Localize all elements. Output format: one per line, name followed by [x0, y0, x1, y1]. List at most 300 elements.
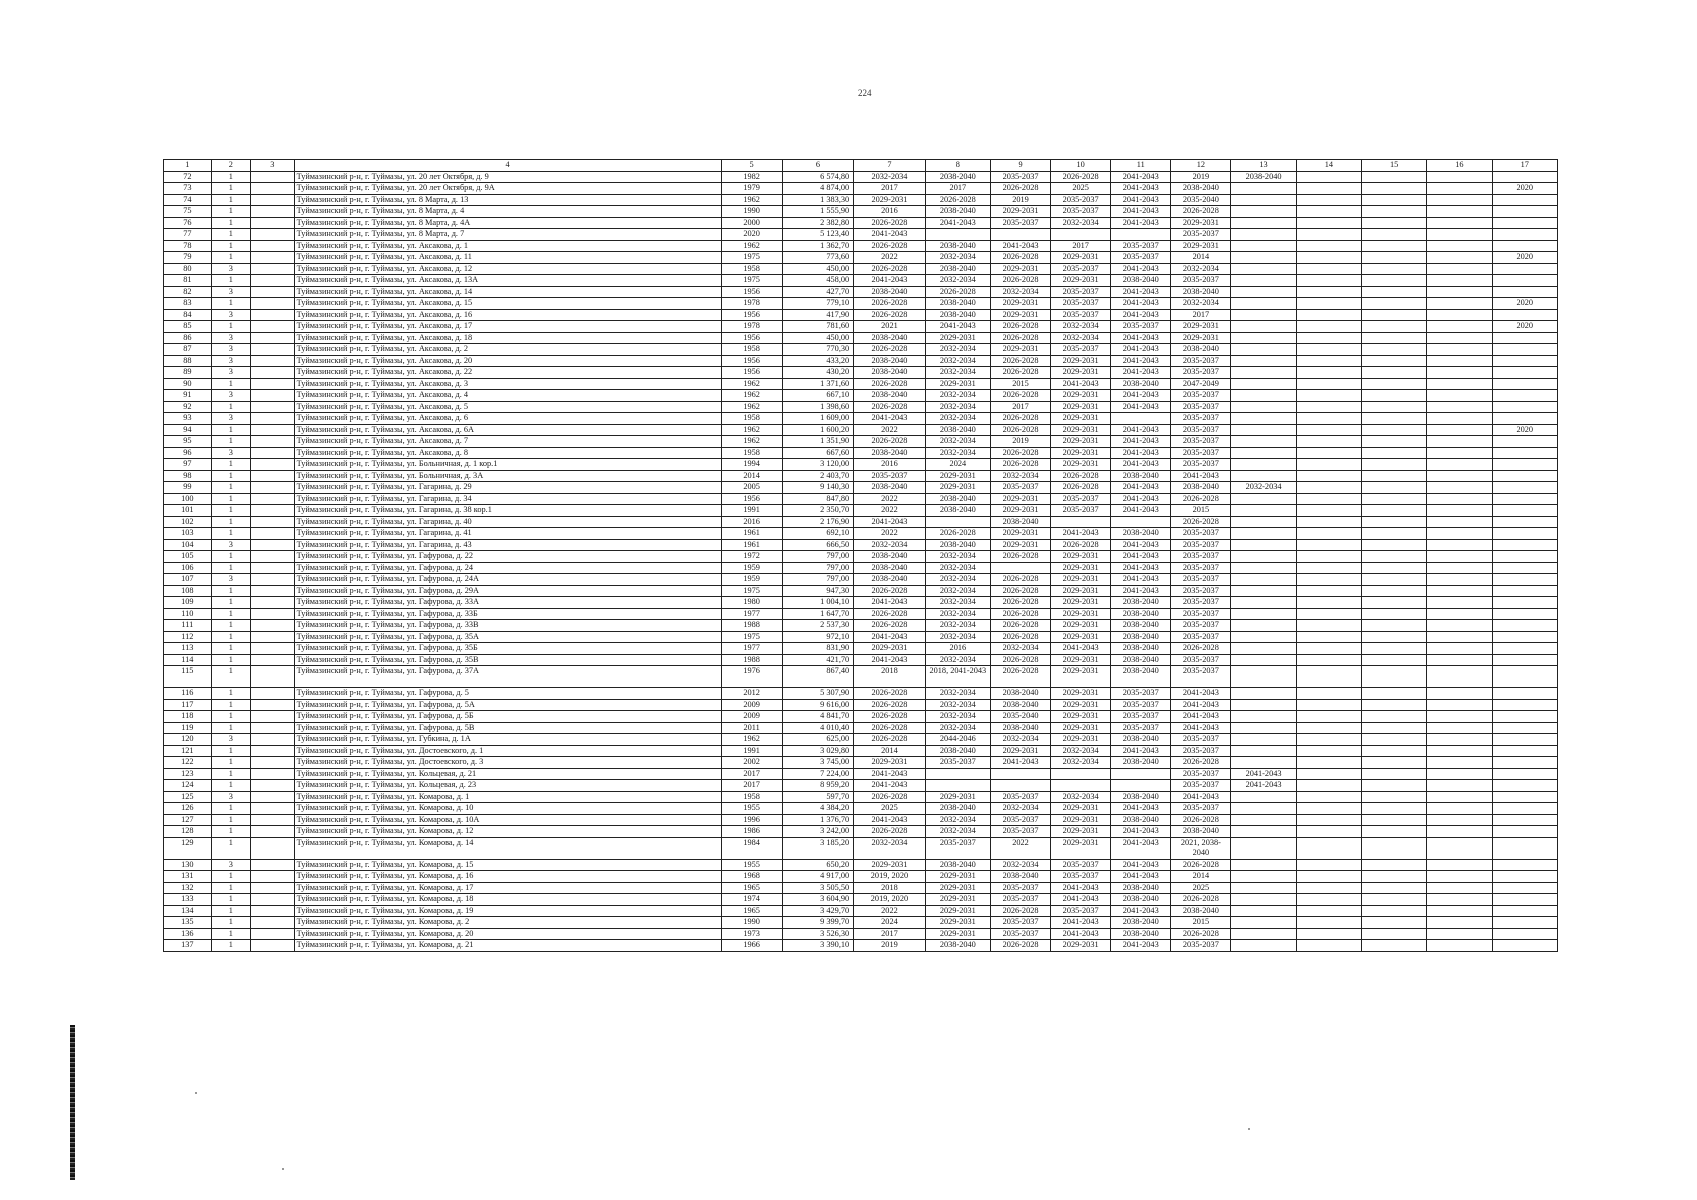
cell-c16 — [1427, 768, 1492, 780]
cell-area: 3 604,90 — [782, 894, 854, 906]
cell-c14 — [1296, 298, 1361, 310]
cell-c13 — [1231, 597, 1296, 609]
cell-area: 781,60 — [782, 321, 854, 333]
cell-area: 972,10 — [782, 631, 854, 643]
table-row — [164, 482, 1558, 494]
table-row — [164, 699, 1558, 711]
cell-area: 650,20 — [782, 859, 854, 871]
cell-c2: 1 — [211, 562, 250, 574]
cell-c15 — [1361, 482, 1426, 494]
cell-c9: 2041-2043 — [990, 240, 1050, 252]
cell-c15 — [1361, 688, 1426, 700]
cell-c16 — [1427, 344, 1492, 356]
cell-n: 132 — [164, 882, 212, 894]
cell-c3 — [251, 654, 295, 666]
cell-c11: 2038-2040 — [1111, 643, 1171, 655]
cell-c12: 2035-2037 — [1171, 459, 1231, 471]
cell-c16 — [1427, 585, 1492, 597]
cell-c11: 2035-2037 — [1111, 240, 1171, 252]
cell-addr: Туймазинский р-н, г. Туймазы, ул. Аксакова, д. 16 — [294, 309, 721, 321]
cell-c17 — [1492, 882, 1557, 894]
cell-c16 — [1427, 791, 1492, 803]
cell-c10: 2029-2031 — [1051, 562, 1111, 574]
cell-c11: 2038-2040 — [1111, 470, 1171, 482]
cell-c13 — [1231, 562, 1296, 574]
cell-year: 1958 — [721, 413, 782, 425]
cell-n: 129 — [164, 837, 212, 859]
cell-c16 — [1427, 608, 1492, 620]
table-row — [164, 837, 1558, 859]
cell-c12: 2035-2037 — [1171, 539, 1231, 551]
cell-c13 — [1231, 275, 1296, 287]
cell-c17 — [1492, 940, 1557, 952]
cell-c9: 2026-2028 — [990, 905, 1050, 917]
column-header-4: 4 — [294, 160, 721, 172]
cell-c11 — [1111, 768, 1171, 780]
cell-addr: Туймазинский р-н, г. Туймазы, ул. Больничная, д. 3А — [294, 470, 721, 482]
cell-c12: 2019 — [1171, 171, 1231, 183]
cell-c12: 2038-2040 — [1171, 344, 1231, 356]
table-row — [164, 882, 1558, 894]
cell-c10: 2029-2031 — [1051, 837, 1111, 859]
cell-c7: 2032-2034 — [854, 837, 926, 859]
cell-area: 3 029,80 — [782, 745, 854, 757]
cell-c9: 2029-2031 — [990, 505, 1050, 517]
cell-c14 — [1296, 768, 1361, 780]
cell-year: 2009 — [721, 699, 782, 711]
cell-c10: 2035-2037 — [1051, 286, 1111, 298]
cell-c9: 2032-2034 — [990, 470, 1050, 482]
cell-c10: 2041-2043 — [1051, 378, 1111, 390]
cell-year: 1955 — [721, 859, 782, 871]
cell-n: 121 — [164, 745, 212, 757]
cell-c9: 2026-2028 — [990, 252, 1050, 264]
cell-n: 128 — [164, 826, 212, 838]
cell-area: 692,10 — [782, 528, 854, 540]
cell-c8: 2032-2034 — [925, 436, 990, 448]
cell-c9: 2041-2043 — [990, 757, 1050, 769]
cell-addr: Туймазинский р-н, г. Туймазы, ул. Гафурова, д. 5 — [294, 688, 721, 700]
cell-c15 — [1361, 252, 1426, 264]
cell-c13 — [1231, 722, 1296, 734]
cell-c17 — [1492, 459, 1557, 471]
cell-c8: 2029-2031 — [925, 882, 990, 894]
cell-c2: 1 — [211, 470, 250, 482]
cell-year: 1977 — [721, 643, 782, 655]
cell-c8: 2038-2040 — [925, 171, 990, 183]
cell-c2: 1 — [211, 905, 250, 917]
cell-area: 8 959,20 — [782, 780, 854, 792]
cell-c11: 2035-2037 — [1111, 711, 1171, 723]
cell-area: 9 399,70 — [782, 917, 854, 929]
cell-c11: 2035-2037 — [1111, 699, 1171, 711]
cell-c16 — [1427, 643, 1492, 655]
cell-c12: 2026-2028 — [1171, 814, 1231, 826]
cell-c11: 2041-2043 — [1111, 562, 1171, 574]
cell-c12: 2035-2037 — [1171, 768, 1231, 780]
cell-c9: 2026-2028 — [990, 597, 1050, 609]
cell-c12: 2026-2028 — [1171, 643, 1231, 655]
cell-c7: 2029-2031 — [854, 859, 926, 871]
table-row — [164, 183, 1558, 195]
cell-c15 — [1361, 286, 1426, 298]
cell-c12: 2035-2037 — [1171, 447, 1231, 459]
cell-c8 — [925, 780, 990, 792]
cell-c13 — [1231, 585, 1296, 597]
cell-c8: 2017 — [925, 183, 990, 195]
cell-c10: 2029-2031 — [1051, 803, 1111, 815]
cell-c10: 2029-2031 — [1051, 436, 1111, 448]
cell-c16 — [1427, 390, 1492, 402]
cell-addr: Туймазинский р-н, г. Туймазы, ул. Комарова, д. 17 — [294, 882, 721, 894]
cell-c10: 2032-2034 — [1051, 757, 1111, 769]
cell-c3 — [251, 171, 295, 183]
cell-c10: 2035-2037 — [1051, 263, 1111, 275]
cell-n: 116 — [164, 688, 212, 700]
cell-addr: Туймазинский р-н, г. Туймазы, ул. Комарова, д. 2 — [294, 917, 721, 929]
cell-year: 1959 — [721, 574, 782, 586]
table-row — [164, 745, 1558, 757]
cell-addr: Туймазинский р-н, г. Туймазы, ул. Гафурова, д. 5В — [294, 722, 721, 734]
cell-c16 — [1427, 447, 1492, 459]
cell-c2: 1 — [211, 597, 250, 609]
table-row — [164, 620, 1558, 632]
cell-c15 — [1361, 826, 1426, 838]
cell-c11 — [1111, 780, 1171, 792]
cell-c17 — [1492, 194, 1557, 206]
cell-c2: 1 — [211, 711, 250, 723]
cell-c17 — [1492, 516, 1557, 528]
cell-c7: 2029-2031 — [854, 757, 926, 769]
cell-c7: 2026-2028 — [854, 378, 926, 390]
cell-year: 1990 — [721, 206, 782, 218]
cell-c12: 2035-2037 — [1171, 597, 1231, 609]
cell-c13 — [1231, 837, 1296, 859]
cell-addr: Туймазинский р-н, г. Туймазы, ул. Гафурова, д. 35Б — [294, 643, 721, 655]
cell-c17 — [1492, 699, 1557, 711]
cell-year: 1961 — [721, 539, 782, 551]
cell-c3 — [251, 505, 295, 517]
cell-c17: 2020 — [1492, 424, 1557, 436]
cell-c17 — [1492, 643, 1557, 655]
cell-c8: 2032-2034 — [925, 654, 990, 666]
table-row — [164, 493, 1558, 505]
cell-c11: 2041-2043 — [1111, 344, 1171, 356]
cell-n: 93 — [164, 413, 212, 425]
cell-c12: 2035-2037 — [1171, 608, 1231, 620]
cell-c17 — [1492, 745, 1557, 757]
cell-c12: 2035-2037 — [1171, 229, 1231, 241]
cell-c16 — [1427, 814, 1492, 826]
cell-c13 — [1231, 206, 1296, 218]
cell-c2: 3 — [211, 539, 250, 551]
cell-c7: 2014 — [854, 745, 926, 757]
cell-c2: 3 — [211, 390, 250, 402]
cell-addr: Туймазинский р-н, г. Туймазы, ул. Гафурова, д. 22 — [294, 551, 721, 563]
column-header-7: 7 — [854, 160, 926, 172]
cell-year: 2000 — [721, 217, 782, 229]
cell-c8: 2029-2031 — [925, 905, 990, 917]
cell-c17 — [1492, 482, 1557, 494]
table-row — [164, 298, 1558, 310]
cell-c9: 2026-2028 — [990, 940, 1050, 952]
cell-c10: 2032-2034 — [1051, 745, 1111, 757]
cell-c2: 1 — [211, 803, 250, 815]
cell-c16 — [1427, 263, 1492, 275]
cell-c3 — [251, 803, 295, 815]
cell-c13 — [1231, 688, 1296, 700]
cell-c14 — [1296, 206, 1361, 218]
cell-c10: 2029-2031 — [1051, 734, 1111, 746]
cell-c17 — [1492, 654, 1557, 666]
cell-year: 2017 — [721, 768, 782, 780]
cell-c14 — [1296, 528, 1361, 540]
cell-year: 1962 — [721, 378, 782, 390]
cell-c15 — [1361, 539, 1426, 551]
cell-c10: 2029-2031 — [1051, 631, 1111, 643]
cell-area: 666,50 — [782, 539, 854, 551]
cell-c2: 3 — [211, 734, 250, 746]
cell-year: 2020 — [721, 229, 782, 241]
cell-c7: 2022 — [854, 505, 926, 517]
cell-c16 — [1427, 699, 1492, 711]
table-row — [164, 252, 1558, 264]
cell-c11: 2041-2043 — [1111, 309, 1171, 321]
cell-year: 2014 — [721, 470, 782, 482]
cell-c7: 2026-2028 — [854, 401, 926, 413]
cell-year: 1958 — [721, 263, 782, 275]
table-row — [164, 688, 1558, 700]
cell-c12: 2026-2028 — [1171, 493, 1231, 505]
cell-n: 109 — [164, 597, 212, 609]
cell-c3 — [251, 826, 295, 838]
cell-addr: Туймазинский р-н, г. Туймазы, ул. Аксакова, д. 5 — [294, 401, 721, 413]
cell-c16 — [1427, 666, 1492, 688]
table-row — [164, 286, 1558, 298]
cell-c14 — [1296, 814, 1361, 826]
cell-addr: Туймазинский р-н, г. Туймазы, ул. Комарова, д. 20 — [294, 928, 721, 940]
cell-c14 — [1296, 643, 1361, 655]
cell-addr: Туймазинский р-н, г. Туймазы, ул. Гафурова, д. 29А — [294, 585, 721, 597]
cell-c15 — [1361, 298, 1426, 310]
cell-c14 — [1296, 608, 1361, 620]
cell-c12: 2035-2037 — [1171, 528, 1231, 540]
table-row — [164, 171, 1558, 183]
cell-c11: 2038-2040 — [1111, 631, 1171, 643]
table-row — [164, 332, 1558, 344]
cell-c12: 2041-2043 — [1171, 688, 1231, 700]
cell-n: 101 — [164, 505, 212, 517]
cell-area: 597,70 — [782, 791, 854, 803]
cell-c9: 2035-2037 — [990, 928, 1050, 940]
cell-c16 — [1427, 859, 1492, 871]
cell-c15 — [1361, 585, 1426, 597]
cell-c16 — [1427, 378, 1492, 390]
cell-c8: 2032-2034 — [925, 551, 990, 563]
cell-year: 1965 — [721, 905, 782, 917]
cell-area: 3 429,70 — [782, 905, 854, 917]
cell-c15 — [1361, 722, 1426, 734]
table-row — [164, 917, 1558, 929]
cell-c2: 1 — [211, 528, 250, 540]
cell-c14 — [1296, 436, 1361, 448]
cell-c14 — [1296, 344, 1361, 356]
cell-c17 — [1492, 597, 1557, 609]
cell-year: 1984 — [721, 837, 782, 859]
cell-c8: 2029-2031 — [925, 894, 990, 906]
cell-c16 — [1427, 332, 1492, 344]
table-row — [164, 505, 1558, 517]
cell-addr: Туймазинский р-н, г. Туймазы, ул. Гагарина, д. 41 — [294, 528, 721, 540]
cell-area: 667,10 — [782, 390, 854, 402]
cell-n: 113 — [164, 643, 212, 655]
cell-c15 — [1361, 711, 1426, 723]
cell-year: 1956 — [721, 367, 782, 379]
cell-c7: 2041-2043 — [854, 597, 926, 609]
cell-area: 2 403,70 — [782, 470, 854, 482]
cell-c9: 2026-2028 — [990, 355, 1050, 367]
cell-c17 — [1492, 711, 1557, 723]
cell-c2: 3 — [211, 263, 250, 275]
cell-c14 — [1296, 194, 1361, 206]
cell-c13 — [1231, 882, 1296, 894]
cell-area: 4 010,40 — [782, 722, 854, 734]
cell-c15 — [1361, 390, 1426, 402]
cell-c2: 1 — [211, 928, 250, 940]
cell-c9: 2035-2037 — [990, 882, 1050, 894]
cell-c3 — [251, 459, 295, 471]
cell-c9: 2026-2028 — [990, 551, 1050, 563]
cell-area: 3 242,00 — [782, 826, 854, 838]
cell-year: 2002 — [721, 757, 782, 769]
cell-n: 88 — [164, 355, 212, 367]
cell-c3 — [251, 229, 295, 241]
table-row — [164, 516, 1558, 528]
cell-c17 — [1492, 539, 1557, 551]
cell-n: 89 — [164, 367, 212, 379]
cell-c15 — [1361, 447, 1426, 459]
cell-c15 — [1361, 631, 1426, 643]
cell-n: 108 — [164, 585, 212, 597]
cell-c8: 2044-2046 — [925, 734, 990, 746]
cell-c15 — [1361, 263, 1426, 275]
cell-c10: 2029-2031 — [1051, 413, 1111, 425]
cell-c10: 2029-2031 — [1051, 608, 1111, 620]
cell-year: 2016 — [721, 516, 782, 528]
table-row — [164, 344, 1558, 356]
cell-c8: 2038-2040 — [925, 539, 990, 551]
cell-area: 9 616,00 — [782, 699, 854, 711]
cell-c12: 2038-2040 — [1171, 482, 1231, 494]
cell-c3 — [251, 424, 295, 436]
cell-c9: 2035-2037 — [990, 217, 1050, 229]
cell-c3 — [251, 516, 295, 528]
cell-c7: 2022 — [854, 493, 926, 505]
cell-area: 1 383,30 — [782, 194, 854, 206]
cell-year: 1986 — [721, 826, 782, 838]
cell-year: 1962 — [721, 401, 782, 413]
cell-c10: 2029-2031 — [1051, 826, 1111, 838]
cell-c11: 2041-2043 — [1111, 447, 1171, 459]
cell-c12: 2035-2037 — [1171, 367, 1231, 379]
cell-c7: 2029-2031 — [854, 643, 926, 655]
cell-n: 118 — [164, 711, 212, 723]
cell-c11: 2041-2043 — [1111, 263, 1171, 275]
cell-year: 1972 — [721, 551, 782, 563]
repair-schedule-table — [163, 159, 1558, 952]
cell-n: 85 — [164, 321, 212, 333]
cell-c17 — [1492, 917, 1557, 929]
cell-n: 114 — [164, 654, 212, 666]
cell-c10: 2029-2031 — [1051, 666, 1111, 688]
cell-area: 1 376,70 — [782, 814, 854, 826]
cell-area: 427,70 — [782, 286, 854, 298]
cell-c9: 2038-2040 — [990, 871, 1050, 883]
scan-speck — [195, 1092, 197, 1094]
cell-c16 — [1427, 882, 1492, 894]
cell-c15 — [1361, 859, 1426, 871]
cell-c13 — [1231, 424, 1296, 436]
cell-c16 — [1427, 574, 1492, 586]
cell-c14 — [1296, 447, 1361, 459]
cell-c13 — [1231, 309, 1296, 321]
cell-c14 — [1296, 263, 1361, 275]
cell-area: 7 224,00 — [782, 768, 854, 780]
cell-c3 — [251, 620, 295, 632]
column-header-15: 15 — [1361, 160, 1426, 172]
cell-c11: 2041-2043 — [1111, 905, 1171, 917]
cell-c11: 2038-2040 — [1111, 814, 1171, 826]
cell-c12: 2035-2037 — [1171, 585, 1231, 597]
cell-c15 — [1361, 654, 1426, 666]
cell-c9: 2026-2028 — [990, 367, 1050, 379]
cell-c9 — [990, 562, 1050, 574]
cell-c17 — [1492, 505, 1557, 517]
cell-c13 — [1231, 217, 1296, 229]
cell-n: 110 — [164, 608, 212, 620]
cell-c12: 2015 — [1171, 505, 1231, 517]
cell-c13 — [1231, 757, 1296, 769]
cell-c8: 2038-2040 — [925, 424, 990, 436]
cell-c12: 2035-2037 — [1171, 424, 1231, 436]
cell-c17: 2020 — [1492, 183, 1557, 195]
cell-c3 — [251, 390, 295, 402]
cell-n: 73 — [164, 183, 212, 195]
cell-c13 — [1231, 286, 1296, 298]
cell-c2: 1 — [211, 768, 250, 780]
table-row — [164, 643, 1558, 655]
cell-c2: 3 — [211, 574, 250, 586]
table-row — [164, 722, 1558, 734]
cell-c13 — [1231, 826, 1296, 838]
cell-c8: 2032-2034 — [925, 631, 990, 643]
cell-c7: 2018 — [854, 882, 926, 894]
cell-c7: 2035-2037 — [854, 470, 926, 482]
cell-c3 — [251, 768, 295, 780]
cell-c14 — [1296, 631, 1361, 643]
cell-n: 100 — [164, 493, 212, 505]
cell-addr: Туймазинский р-н, г. Туймазы, ул. Аксакова, д. 6А — [294, 424, 721, 436]
cell-c9: 2032-2034 — [990, 803, 1050, 815]
cell-addr: Туймазинский р-н, г. Туймазы, ул. Гагарина, д. 43 — [294, 539, 721, 551]
cell-year: 2012 — [721, 688, 782, 700]
table-row — [164, 240, 1558, 252]
cell-c2: 1 — [211, 585, 250, 597]
cell-c11: 2041-2043 — [1111, 826, 1171, 838]
cell-c13 — [1231, 183, 1296, 195]
cell-c11: 2041-2043 — [1111, 217, 1171, 229]
cell-c11: 2041-2043 — [1111, 482, 1171, 494]
